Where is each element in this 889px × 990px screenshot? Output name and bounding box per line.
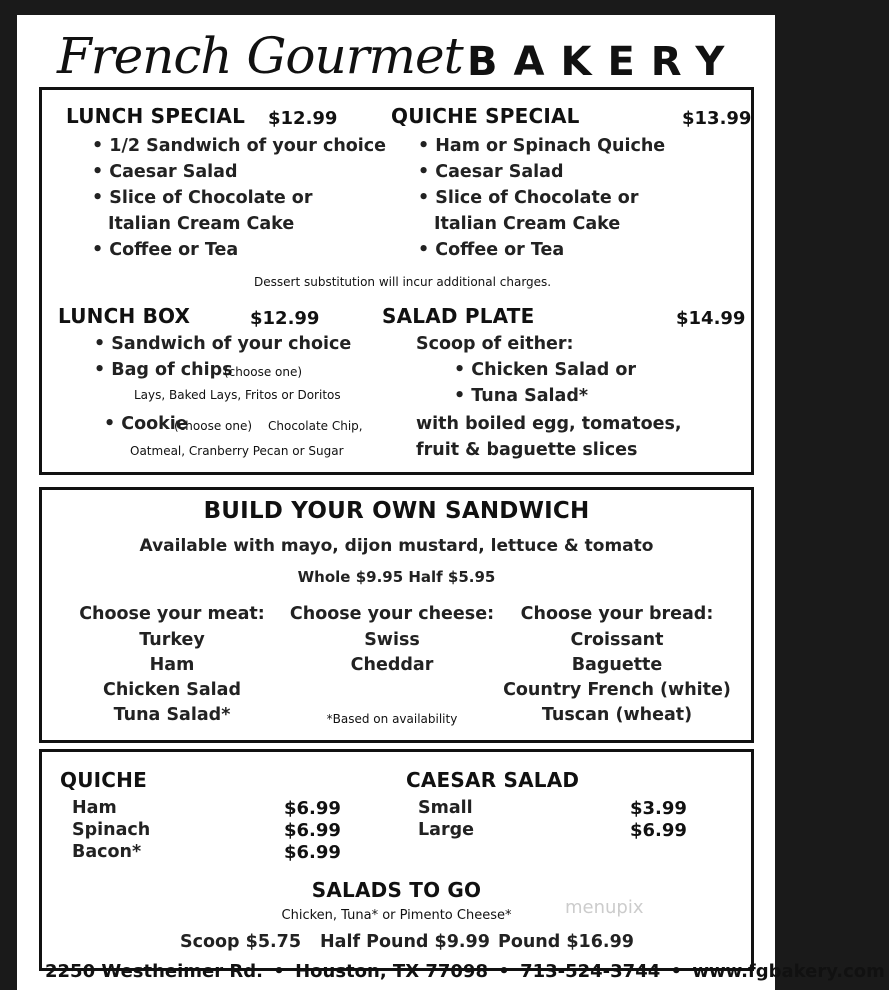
build-title: BUILD YOUR OWN SANDWICH: [203, 498, 590, 524]
list-item: • Caesar Salad: [92, 162, 238, 182]
menu-page: [17, 15, 885, 990]
salad-plate-title: SALAD PLATE: [382, 304, 535, 328]
salad-line: • Tuna Salad*: [454, 386, 589, 406]
salad-line: with boiled egg, tomatoes,: [416, 414, 682, 434]
list-item: • Bag of chips: [94, 360, 233, 380]
lunch-special-price: $12.99: [268, 108, 338, 129]
quiche-special-title: QUICHE SPECIAL: [391, 104, 580, 128]
salad-plate-price: $14.99: [676, 308, 746, 329]
bread-item: Baguette: [571, 655, 663, 675]
quiche-price: $6.99: [284, 820, 341, 841]
list-item: • Sandwich of your choice: [94, 334, 352, 354]
cookie-note: (choose one): [174, 419, 253, 433]
lunch-special-title: LUNCH SPECIAL: [66, 104, 246, 128]
list-item: Italian Cream Cake: [108, 214, 295, 234]
build-sandwich-box: [39, 487, 754, 743]
caesar-item: Large: [418, 820, 474, 840]
salad-line: Scoop of either:: [416, 334, 574, 354]
phone: 713-524-3744: [520, 961, 661, 982]
caesar-price: $6.99: [630, 820, 687, 841]
meat-item: Ham: [149, 655, 195, 675]
salads-to-go-subtitle: Chicken, Tuna* or Pimento Cheese*: [281, 908, 512, 923]
brand-subtitle: BAKERY: [467, 39, 741, 85]
bread-item: Country French (white): [503, 680, 731, 700]
cheese-item: Swiss: [364, 630, 420, 650]
pound-price: Pound $16.99: [498, 932, 634, 952]
website-link[interactable]: www.fgbakery.com: [692, 961, 885, 982]
dessert-note: Dessert substitution will incur additional charges.: [254, 275, 552, 289]
cheese-title: Choose your cheese:: [289, 604, 495, 624]
quiche-special-price: $13.99: [682, 108, 752, 129]
list-item: • Slice of Chocolate or: [92, 188, 313, 208]
cookie-options: Chocolate Chip,: [268, 419, 363, 433]
quiche-price: $6.99: [284, 798, 341, 819]
separator: •: [670, 961, 683, 982]
salads-to-go-title: SALADS TO GO: [311, 878, 482, 902]
build-subtitle: Available with mayo, dijon mustard, lettuce & tomato: [139, 536, 654, 556]
build-prices: Whole $9.95 Half $5.95: [297, 568, 496, 586]
lunch-box-price: $12.99: [250, 308, 320, 329]
list-item: • 1/2 Sandwich of your choice: [92, 136, 387, 156]
chips-note: (choose one): [224, 365, 303, 379]
separator: •: [498, 961, 510, 982]
bread-title: Choose your bread:: [520, 604, 714, 624]
caesar-title: CAESAR SALAD: [406, 768, 580, 792]
cookie-options-2: Oatmeal, Cranberry Pecan or Sugar: [130, 444, 344, 458]
meat-item: Chicken Salad: [102, 680, 241, 700]
scoop-price: Scoop $5.75: [180, 932, 301, 952]
meat-title: Choose your meat:: [79, 604, 265, 624]
city: Houston, TX 77098: [295, 961, 488, 982]
list-item: • Caesar Salad: [418, 162, 564, 182]
separator: •: [273, 961, 285, 982]
salad-line: • Chicken Salad or: [454, 360, 637, 380]
specials-box: [39, 87, 754, 475]
bread-item: Croissant: [570, 630, 664, 650]
list-item: • Slice of Chocolate or: [418, 188, 639, 208]
caesar-price: $3.99: [630, 798, 687, 819]
salad-line: fruit & baguette slices: [416, 440, 638, 460]
caesar-item: Small: [418, 798, 473, 818]
address: 2250 Westheimer Rd.: [45, 961, 263, 982]
chips-options: Lays, Baked Lays, Fritos or Doritos: [134, 388, 341, 402]
bread-item: Tuscan (wheat): [541, 705, 693, 725]
availability-note: *Based on availability: [326, 712, 458, 726]
quiche-item: Spinach: [72, 820, 151, 840]
quiche-caesar-box: [39, 749, 754, 971]
meat-item: Turkey: [139, 630, 205, 650]
half-pound-price: Half Pound $9.99: [320, 932, 490, 952]
list-item: • Coffee or Tea: [92, 240, 239, 260]
quiche-item: Ham: [72, 798, 117, 818]
list-item: • Cookie: [104, 414, 188, 434]
cheese-item: Cheddar: [350, 655, 434, 675]
brand-title: French Gourmet: [57, 27, 463, 85]
list-item: • Coffee or Tea: [418, 240, 565, 260]
quiche-price: $6.99: [284, 842, 341, 863]
list-item: Italian Cream Cake: [434, 214, 621, 234]
footer: [45, 961, 889, 982]
meat-item: Tuna Salad*: [113, 705, 231, 725]
list-item: • Ham or Spinach Quiche: [418, 136, 666, 156]
lunch-box-title: LUNCH BOX: [58, 304, 191, 328]
quiche-item: Bacon*: [72, 842, 142, 862]
watermark: menupix: [565, 897, 644, 918]
quiche-title: QUICHE: [60, 768, 147, 792]
